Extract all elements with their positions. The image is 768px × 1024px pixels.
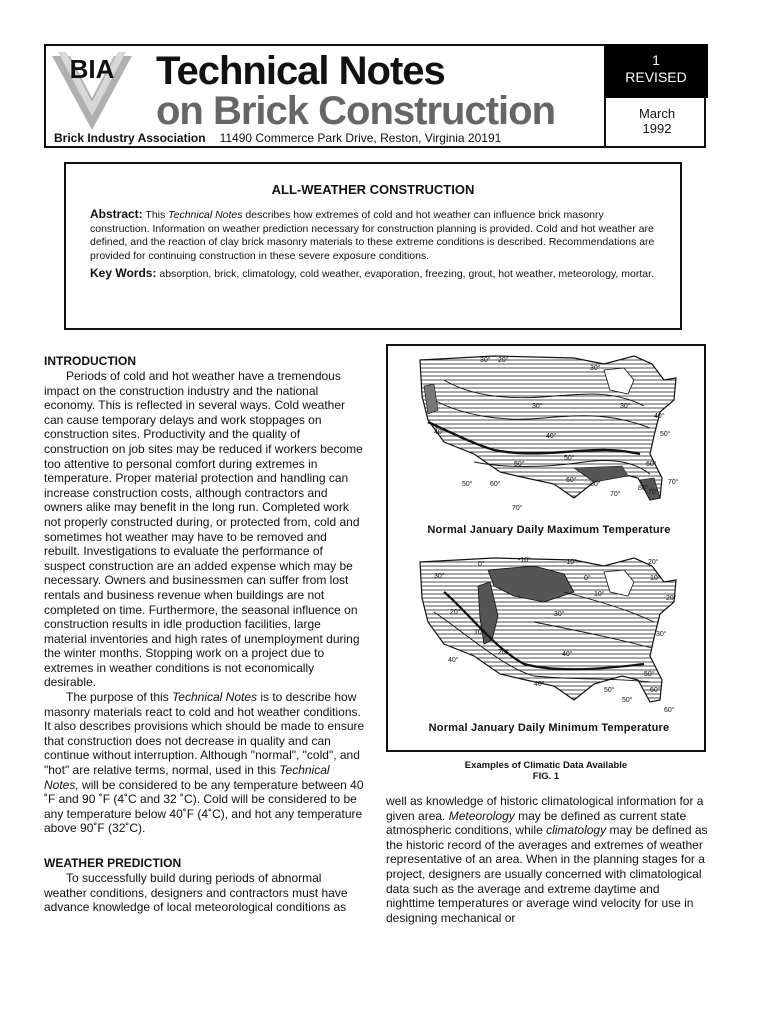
date-month: March xyxy=(638,106,676,121)
right-p1-italic-2: climatology xyxy=(546,823,607,838)
map2-label: 30° xyxy=(434,573,445,580)
map2-label: 60° xyxy=(650,687,661,694)
intro-p2-pre: The purpose of this xyxy=(66,690,173,705)
climatic-data-figure xyxy=(386,344,706,752)
intro-p2-italic-1: Technical Notes xyxy=(172,690,257,705)
map2-label: 40° xyxy=(534,681,545,688)
map1-label: 30° xyxy=(620,403,631,410)
map1-label: 40° xyxy=(546,433,557,440)
map1-label: 70° xyxy=(648,489,659,496)
map1-label: 30° xyxy=(590,365,601,372)
figure-caption-line-2: FIG. 1 xyxy=(532,771,560,782)
map2-label: 50° xyxy=(644,671,655,678)
map2-label: 50° xyxy=(604,687,615,694)
publication-date xyxy=(604,98,708,148)
header xyxy=(44,44,706,148)
abstract-paragraph xyxy=(90,208,656,263)
map2-label: 0° xyxy=(584,575,591,582)
map2-label: 10° xyxy=(650,575,661,582)
map1-label: 40° xyxy=(654,413,665,420)
right-column-body xyxy=(386,794,708,925)
map2-label: 10° xyxy=(474,629,485,636)
map1-label: 60° xyxy=(566,477,577,484)
keywords-paragraph xyxy=(90,266,656,281)
introduction-heading: INTRODUCTION xyxy=(44,354,136,368)
map1-label: 70° xyxy=(512,505,523,512)
map2-label: 10° xyxy=(594,591,605,598)
title-line-1: Technical Notes xyxy=(156,49,445,93)
map1-label: 60° xyxy=(490,481,501,488)
introduction-body xyxy=(44,369,366,836)
map2-label: 50° xyxy=(622,697,633,704)
right-p1-a: well as knowledge of historic climatological information for a given area. xyxy=(386,794,704,823)
abstract-text-post: describes how extremes of cold and hot weather can influence brick masonry construction. Information on weather prediction necessary for construction planning is provided. Cold and hot weather are defined, and the reaction of clay brick masonry materials to these extreme conditions is described. Recommendations are provided for continuing construction in these severe exposure conditions. xyxy=(90,209,655,262)
bia-logo xyxy=(52,50,132,130)
intro-p2-mid: is to describe how masonry materials react to cold and hot weather conditions. It also describes provisions which should be made to ensure that construction does not decrease in quality and can continue without interruption. Although "normal", "cold", and "hot" are relative terms, normal, used in this xyxy=(44,690,365,778)
map2-label: 20° xyxy=(648,559,659,566)
weather-prediction-heading: WEATHER PREDICTION xyxy=(44,856,182,870)
map2-label: 40° xyxy=(562,651,573,658)
map2-label: 20° xyxy=(666,595,677,602)
map2-label: -10° xyxy=(518,557,531,564)
figure-caption-line-1: Examples of Climatic Data Available xyxy=(464,760,628,771)
figure-caption xyxy=(386,760,706,782)
map1-label: 50° xyxy=(660,431,671,438)
abstract-label: Abstract: xyxy=(90,207,143,221)
map2-label: 20° xyxy=(450,609,461,616)
map1-label: 80° xyxy=(590,481,601,488)
org-address: 11490 Commerce Park Drive, Reston, Virginia 20191 xyxy=(219,131,502,145)
map2-label: 0° xyxy=(478,561,485,568)
keywords-label: Key Words: xyxy=(90,266,157,280)
map1-label: 20° xyxy=(498,357,509,364)
keywords-list: absorption, brick, climatology, cold weather, evaporation, freezing, grout, hot weather, meteorology, mortar. xyxy=(156,268,654,280)
abstract-box xyxy=(64,162,682,330)
date-year: 1992 xyxy=(642,121,672,136)
january-max-temperature-map xyxy=(414,350,684,522)
map1-label: 40° xyxy=(434,429,445,436)
document-title: ALL-WEATHER CONSTRUCTION xyxy=(271,182,475,197)
map1-label: 30° xyxy=(532,403,543,410)
introduction-paragraph-2 xyxy=(44,690,366,836)
map1-label: 50° xyxy=(462,481,473,488)
map1-label: 30° xyxy=(480,357,491,364)
abstract-text-italic: Technical Notes xyxy=(168,209,243,221)
note-number: 1 xyxy=(652,52,660,68)
note-status: REVISED xyxy=(625,69,687,85)
intro-p2-italic-2: Technical Notes, xyxy=(44,763,330,792)
introduction-paragraph-1: Periods of cold and hot weather have a tremendous impact on the construction industry and the national economy. This is reflected in several ways. Cold weather can cause temporary delays and work stoppages on construction sites. Productivity and the quality of construction on job sites may be reduced if workers become too attentive to personal comfort during extremes in temperature. Proper material protection and handling can increase construction costs, although contractors and owners alike may benefit in the long run. Completed work not properly constructed during, or protected from, cold and sometimes hot weather may have to be removed and rebuilt. Investigations to evaluate the performance of suspect construction are an added expense which may be necessary. Owners and businessmen can suffer from lost rentals and business revenue when buildings are not completed on time. Furthermore, the seasonal influence on construction results in idle production facilities, large material inventories and high rates of unemployment during the winter months. Stopping work on a project due to extremes in weather conditions is not economically desirable. xyxy=(44,369,363,690)
note-number-badge xyxy=(604,44,708,98)
intro-p2-post: will be considered to be any temperature between 40 ˚F and 90 ˚F (4˚C and 32 ˚C). Cold will be considered to be any temperature below 40˚F (4˚C), and hot any temperature above 90˚F (32˚C). xyxy=(44,777,364,836)
right-p1-italic-1: Meteorology xyxy=(448,808,515,823)
map1-label: 60° xyxy=(646,461,657,468)
org-name: Brick Industry Association xyxy=(54,131,206,145)
right-p1-c: may be defined as the historic record of the averages and extremes of weather representative of an area. When in the planning stages for a project, designers are usually concerned with climatological data such as the average and extreme daytime and nighttime temperatures or average wind velocity for use in designing mechanical or xyxy=(386,823,708,925)
january-min-temperature-map xyxy=(414,552,684,722)
map2-label: 30° xyxy=(656,631,667,638)
map1-label: 70° xyxy=(610,491,621,498)
map2-label: 30° xyxy=(554,611,565,618)
map2-label: 20° xyxy=(498,649,509,656)
weather-prediction-body xyxy=(44,871,366,915)
map2-caption: Normal January Daily Minimum Temperature xyxy=(428,722,670,734)
map2-label: -10° xyxy=(564,559,577,566)
map1-caption: Normal January Daily Maximum Temperature xyxy=(427,524,671,536)
abstract-text-pre: This xyxy=(142,209,169,221)
map2-label: 40° xyxy=(448,657,459,664)
map1-label: 50° xyxy=(514,461,525,468)
map2-label: 60° xyxy=(664,707,675,714)
map1-label: 70° xyxy=(668,479,679,486)
org-line xyxy=(54,130,501,146)
map1-label: 80° xyxy=(638,485,649,492)
weather-prediction-paragraph-1: To successfully build during periods of abnormal weather conditions, designers and contractors must have advance knowledge of local meteorological conditions as xyxy=(44,871,348,915)
map1-label: 50° xyxy=(564,455,575,462)
right-p1-b: may be defined as current state atmospheric conditions, while xyxy=(386,808,687,838)
title-line-2: on Brick Construction xyxy=(156,89,556,133)
logo-text: BIA xyxy=(69,54,115,84)
